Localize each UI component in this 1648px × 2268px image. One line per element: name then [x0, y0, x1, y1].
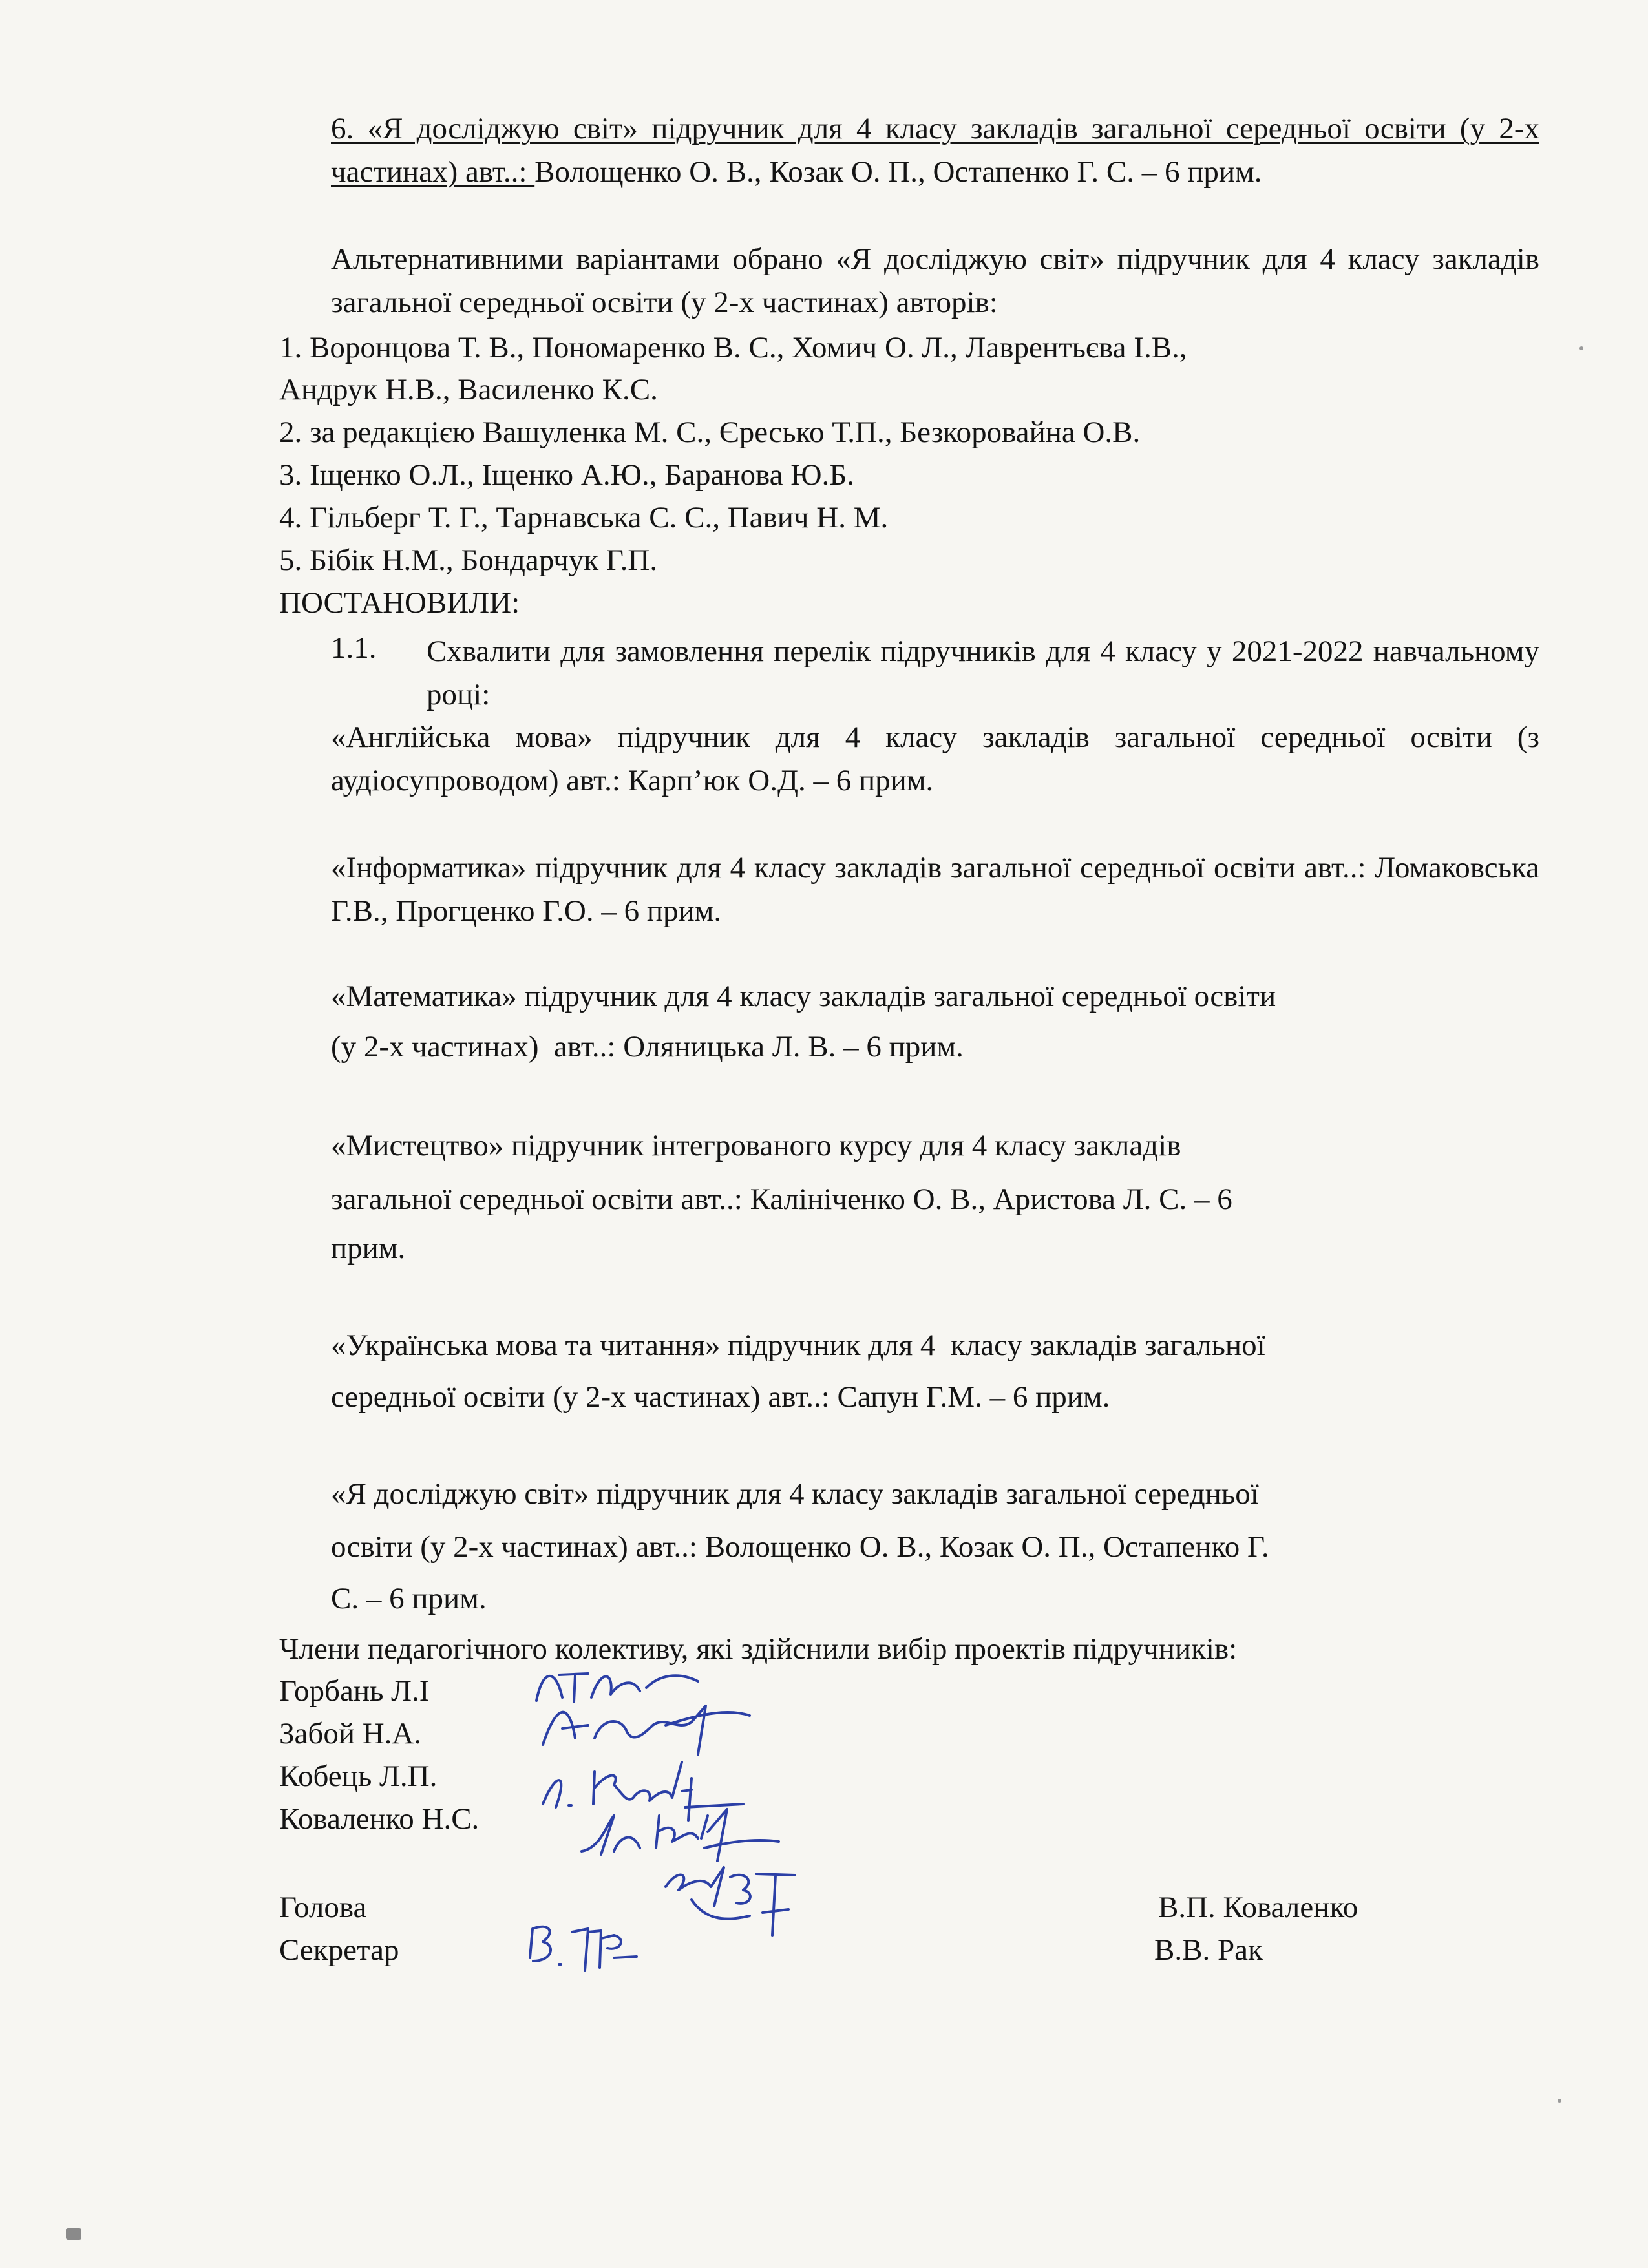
signature-secretary	[523, 1913, 640, 1987]
book-math-line2: (у 2-х частинах) авт..: Оляницька Л. В. – 6 прим.	[331, 1030, 964, 1064]
scan-speck	[1558, 2099, 1561, 2103]
member-name-1: Горбань Л.І	[279, 1674, 430, 1708]
scan-speck	[1579, 346, 1583, 350]
book-world-line3: С. – 6 прим.	[331, 1582, 487, 1615]
book-world-line1: «Я досліджую світ» підручник для 4 класу закладів загальної середньої	[331, 1477, 1259, 1511]
member-name-4: Коваленко Н.С.	[279, 1802, 480, 1836]
book-ukrainian-line1: «Українська мова та читання» підручник для 4 класу закладів загальної	[331, 1328, 1265, 1362]
book-art-line3: прим.	[331, 1232, 406, 1265]
alt-item-2: 2. за редакцією Вашуленка М. С., Єресько Т.П., Безкоровайна О.В.	[279, 415, 1141, 449]
book-world-line2: освіти (у 2-х частинах) авт..: Волощенко О. В., Козак О. П., Остапенко Г.	[331, 1530, 1269, 1564]
scan-speck	[66, 2228, 81, 2240]
book-ukrainian-line2: середньої освіти (у 2-х частинах) авт..: Сапун Г.М. – 6 прим.	[331, 1380, 1110, 1414]
resolution-item-number: 1.1.	[331, 631, 377, 665]
secretary-role: Секретар	[279, 1933, 399, 1967]
alt-item-1-cont: Андрук Н.В., Василенко К.С.	[279, 373, 658, 406]
item-6-text: Волощенко О. В., Козак О. П., Остапенко Г. С. – 6 прим.	[534, 155, 1262, 189]
alt-item-4: 4. Гільберг Т. Г., Тарнавська С. С., Павич Н. М.	[279, 501, 889, 534]
signature-kovalenko	[575, 1796, 782, 1871]
alt-item-3: 3. Іщенко О.Л., Іщенко А.Ю., Баранова Ю.Б.	[279, 458, 855, 492]
chair-name: В.П. Коваленко	[1158, 1891, 1358, 1924]
book-art-line2: загальної середньої освіти авт..: Калініченко О. В., Аристова Л. С. – 6	[331, 1182, 1232, 1216]
member-name-2: Забой Н.А.	[279, 1717, 422, 1750]
book-art-line1: «Мистецтво» підручник інтегрованого курсу для 4 класу закладів	[331, 1129, 1181, 1162]
item-6-paragraph	[331, 107, 1539, 194]
book-math-line1: «Математика» підручник для 4 класу закладів загальної середньої освіти	[331, 980, 1276, 1013]
alt-item-1: 1. Воронцова Т. В., Пономаренко В. С., Хомич О. Л., Лаврентьєва І.В.,	[279, 331, 1187, 364]
secretary-name: В.В. Рак	[1154, 1933, 1263, 1967]
item-6-underlined-text: 6. «Я досліджую світ» підручник для 4 класу закладів загальної середньої освіти (у 2-х частинах) авт..:	[331, 112, 1539, 189]
chair-role: Голова	[279, 1891, 367, 1924]
alt-item-5: 5. Бібік Н.М., Бондарчук Г.П.	[279, 543, 658, 577]
member-name-3: Кобець Л.П.	[279, 1759, 438, 1793]
book-informatics: «Інформатика» підручник для 4 класу закладів загальної середньої освіти авт..: Ломаковська Г.В., Прогценко Г.О. – 6 прим.	[331, 851, 1539, 928]
resolution-heading: ПОСТАНОВИЛИ:	[279, 586, 520, 620]
book-english: «Англійська мова» підручник для 4 класу закладів загальної середньої освіти (з аудіосупроводом) авт.: Карп’юк О.Д. – 6 прим.	[331, 720, 1539, 797]
resolution-item-text: Схвалити для замовлення перелік підручників для 4 класу у 2021-2022 навчальному році:	[427, 635, 1539, 711]
alternatives-intro: Альтернативними варіантами обрано «Я досліджую світ» підручник для 4 класу закладів загальної середньої освіти (у 2-х частинах) авторів:	[331, 242, 1539, 319]
signature-chair	[653, 1861, 801, 1942]
members-title: Члени педагогічного колективу, які здійснили вибір проектів підручників:	[279, 1632, 1238, 1666]
